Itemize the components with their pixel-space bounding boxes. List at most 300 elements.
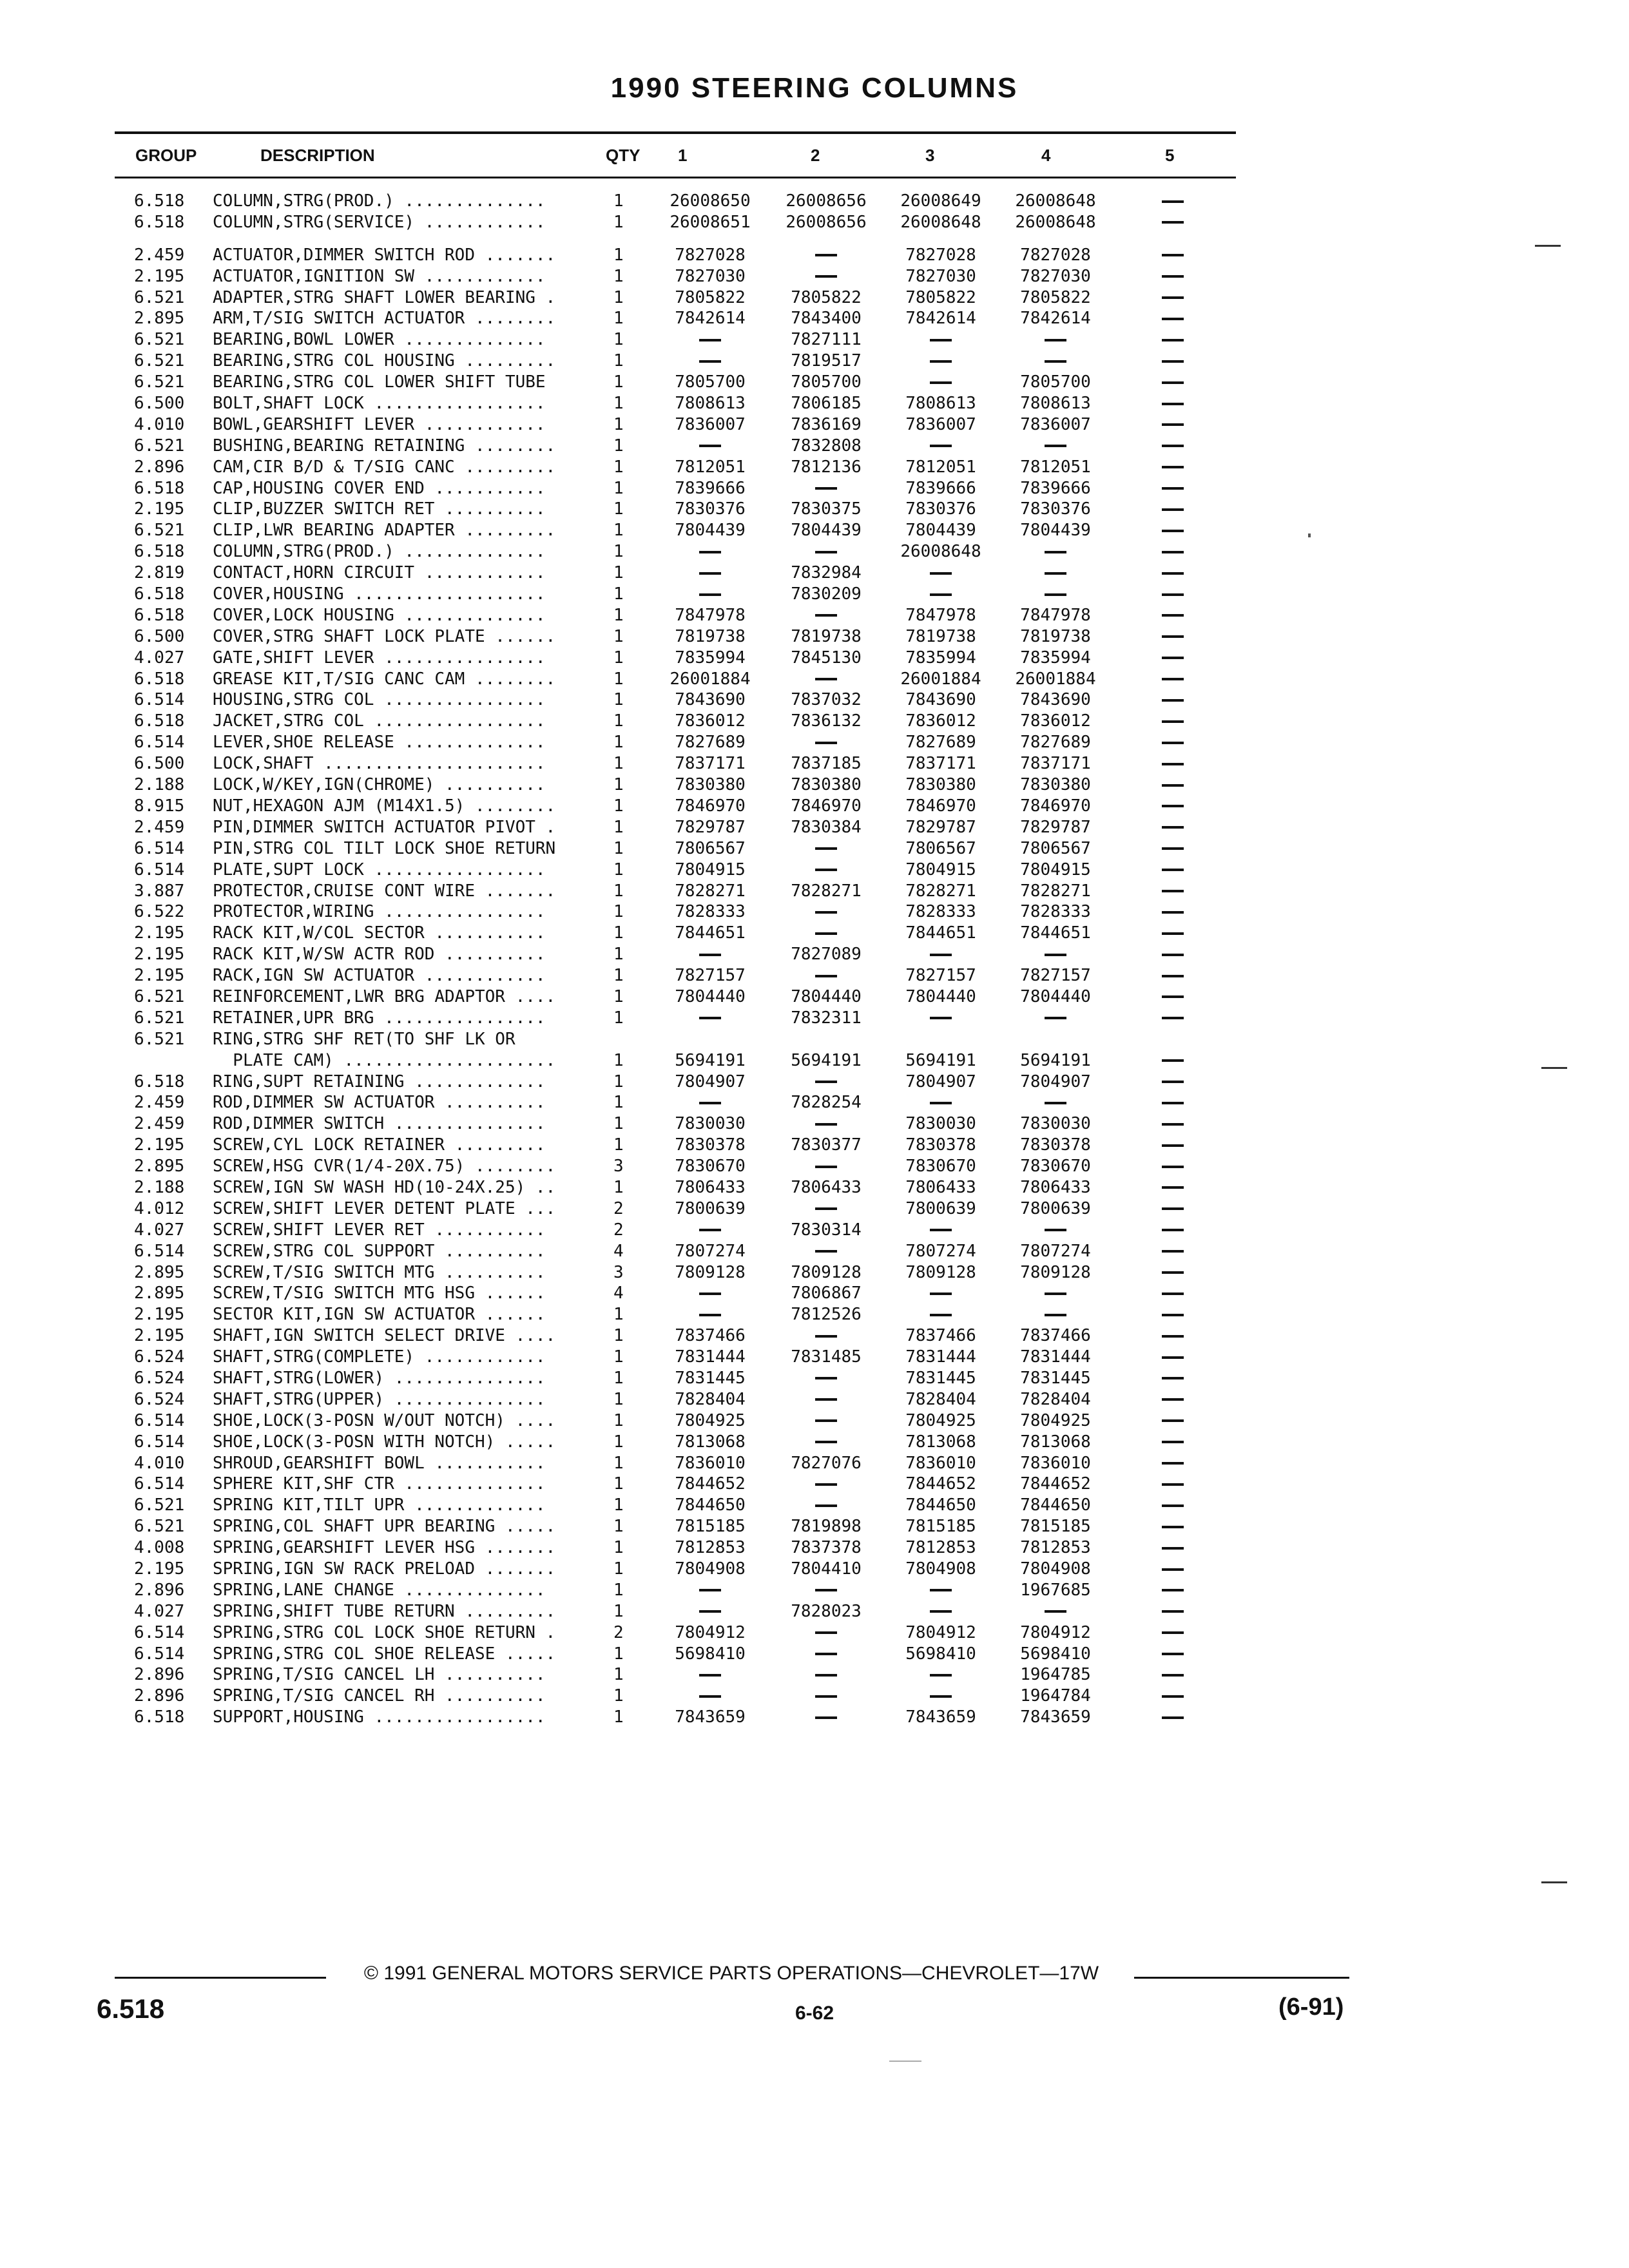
dash-mark bbox=[930, 1017, 952, 1019]
row-col-2-dash bbox=[768, 669, 884, 690]
row-group: 8.915 bbox=[134, 796, 185, 816]
row-col-5-dash bbox=[1115, 393, 1231, 414]
row-description: PROTECTOR,WIRING ................ bbox=[213, 902, 546, 922]
row-col-3: 7844650 bbox=[905, 1495, 976, 1515]
row-col-4: 7828271 bbox=[1020, 881, 1091, 901]
row-col-2: 7832984 bbox=[791, 563, 862, 583]
dash-mark bbox=[1045, 1610, 1066, 1613]
row-description: CLIP,LWR BEARING ADAPTER ......... bbox=[213, 521, 556, 541]
row-col-5-dash bbox=[1115, 1389, 1231, 1410]
row-col-4: 7844652 bbox=[1020, 1474, 1091, 1494]
row-col-3-dash bbox=[883, 1304, 999, 1325]
table-row bbox=[0, 689, 1629, 711]
dash-mark bbox=[815, 1398, 837, 1401]
row-col-4: 7843690 bbox=[1020, 690, 1091, 710]
row-col-3: 7844652 bbox=[905, 1474, 976, 1494]
row-col-4: 7804908 bbox=[1020, 1559, 1091, 1579]
row-description: BEARING,STRG COL HOUSING ......... bbox=[213, 351, 556, 371]
dash-mark bbox=[815, 869, 837, 871]
table-row bbox=[0, 457, 1629, 478]
row-col-3: 7807274 bbox=[905, 1241, 976, 1261]
table-row bbox=[0, 1008, 1629, 1029]
row-col-5-dash bbox=[1115, 1177, 1231, 1198]
dash-mark bbox=[1162, 530, 1184, 532]
row-col-3-dash bbox=[883, 1664, 999, 1686]
dash-mark bbox=[1162, 593, 1184, 596]
row-col-1-dash bbox=[652, 562, 768, 584]
row-description: SPRING,IGN SW RACK PRELOAD ....... bbox=[213, 1559, 556, 1579]
row-col-2: 5694191 bbox=[791, 1050, 862, 1070]
table-row bbox=[0, 753, 1629, 774]
row-col-4: 7830030 bbox=[1020, 1114, 1091, 1134]
dash-mark bbox=[699, 1293, 721, 1295]
dash-mark bbox=[1162, 1335, 1184, 1338]
col-header-3: 3 bbox=[925, 146, 935, 165]
row-description: SPRING,T/SIG CANCEL LH .......... bbox=[213, 1665, 546, 1685]
table-row bbox=[0, 1410, 1629, 1432]
row-description: ROD,DIMMER SWITCH ............... bbox=[213, 1114, 546, 1134]
table-row bbox=[0, 923, 1629, 944]
row-group: 2.195 bbox=[134, 1305, 185, 1325]
dash-mark bbox=[1162, 508, 1184, 511]
row-qty: 1 bbox=[613, 860, 624, 879]
row-col-2-dash bbox=[768, 541, 884, 562]
row-description: ARM,T/SIG SWITCH ACTUATOR ........ bbox=[213, 309, 556, 329]
row-col-5-dash bbox=[1115, 1283, 1231, 1304]
row-col-5-dash bbox=[1115, 1622, 1231, 1644]
row-col-4: 7827028 bbox=[1020, 245, 1091, 265]
row-col-3: 7843659 bbox=[905, 1707, 976, 1727]
row-col-5-dash bbox=[1115, 1113, 1231, 1135]
row-col-2: 7812526 bbox=[791, 1305, 862, 1325]
row-col-5-dash bbox=[1115, 1368, 1231, 1389]
row-col-4-dash bbox=[998, 562, 1113, 584]
row-col-1-dash bbox=[652, 1664, 768, 1686]
dash-mark bbox=[699, 445, 721, 447]
row-col-5-dash bbox=[1115, 860, 1231, 881]
row-description: SHAFT,STRG(COMPLETE) ............ bbox=[213, 1347, 546, 1367]
row-description: SPRING,COL SHAFT UPR BEARING ..... bbox=[213, 1517, 556, 1537]
dash-mark bbox=[930, 593, 952, 596]
row-col-4: 7812853 bbox=[1020, 1538, 1091, 1558]
row-description: GREASE KIT,T/SIG CANC CAM ........ bbox=[213, 669, 556, 689]
row-qty: 1 bbox=[613, 1665, 624, 1685]
row-col-2: 7806185 bbox=[791, 394, 862, 414]
dash-mark bbox=[815, 1589, 837, 1591]
table-row bbox=[0, 308, 1629, 329]
dash-mark bbox=[1162, 1441, 1184, 1443]
row-col-5-dash bbox=[1115, 308, 1231, 329]
row-group: 6.500 bbox=[134, 754, 185, 774]
row-col-4: 1964784 bbox=[1020, 1686, 1091, 1706]
dash-mark bbox=[699, 1314, 721, 1316]
row-col-2: 7828023 bbox=[791, 1601, 862, 1621]
row-description: SCREW,IGN SW WASH HD(10-24X.25) .. bbox=[213, 1177, 556, 1197]
row-col-3-dash bbox=[883, 944, 999, 965]
row-col-5-dash bbox=[1115, 944, 1231, 965]
row-col-3: 7847978 bbox=[905, 605, 976, 625]
row-group: 6.518 bbox=[134, 212, 185, 232]
row-qty: 1 bbox=[613, 1686, 624, 1706]
dash-mark bbox=[815, 742, 837, 744]
row-col-1-dash bbox=[652, 1283, 768, 1304]
row-col-1: 7837466 bbox=[675, 1326, 746, 1346]
row-col-3-dash bbox=[883, 1601, 999, 1622]
row-col-5-dash bbox=[1115, 923, 1231, 944]
table-row bbox=[0, 520, 1629, 541]
table-row bbox=[0, 986, 1629, 1008]
row-col-5-dash bbox=[1115, 1241, 1231, 1262]
row-col-4-dash bbox=[998, 436, 1113, 457]
row-col-3: 7836007 bbox=[905, 414, 976, 434]
dash-mark bbox=[1162, 381, 1184, 384]
row-col-3: 7827157 bbox=[905, 966, 976, 986]
row-col-4: 7830670 bbox=[1020, 1157, 1091, 1177]
row-qty: 4 bbox=[613, 1241, 624, 1261]
table-row bbox=[0, 1580, 1629, 1601]
dash-mark bbox=[815, 275, 837, 278]
row-col-3-dash bbox=[883, 584, 999, 605]
row-group: 4.012 bbox=[134, 1198, 185, 1218]
row-col-4: 26008648 bbox=[1015, 191, 1096, 211]
row-col-2-dash bbox=[768, 245, 884, 266]
row-col-5-dash bbox=[1115, 1198, 1231, 1220]
header-bottom-rule bbox=[115, 177, 1236, 178]
row-description: BOLT,SHAFT LOCK ................. bbox=[213, 394, 546, 414]
row-col-3: 7830670 bbox=[905, 1157, 976, 1177]
row-col-3: 7808613 bbox=[905, 394, 976, 414]
row-qty: 3 bbox=[613, 1157, 624, 1177]
row-group: 6.514 bbox=[134, 1432, 185, 1452]
table-row bbox=[0, 1241, 1629, 1262]
row-col-4: 5698410 bbox=[1020, 1644, 1091, 1664]
dash-mark bbox=[1045, 954, 1066, 956]
row-qty: 1 bbox=[613, 1601, 624, 1621]
table-row bbox=[0, 1029, 1629, 1050]
row-col-1: 7844651 bbox=[675, 923, 746, 943]
row-col-4: 7837171 bbox=[1020, 754, 1091, 774]
row-col-5-dash bbox=[1115, 1686, 1231, 1707]
row-col-5-dash bbox=[1115, 1432, 1231, 1453]
row-col-5-dash bbox=[1115, 774, 1231, 796]
row-col-4: 7844650 bbox=[1020, 1495, 1091, 1515]
row-qty: 1 bbox=[613, 287, 624, 307]
table-row bbox=[0, 901, 1629, 923]
row-col-3: 7828333 bbox=[905, 902, 976, 922]
row-group: 2.188 bbox=[134, 1177, 185, 1197]
row-col-2-dash bbox=[768, 1368, 884, 1389]
row-group: 6.518 bbox=[134, 1072, 185, 1091]
table-row bbox=[0, 414, 1629, 436]
row-col-3-dash bbox=[883, 436, 999, 457]
row-col-3: 7804439 bbox=[905, 521, 976, 541]
row-col-4: 7828404 bbox=[1020, 1389, 1091, 1409]
page-title: 1990 STEERING COLUMNS bbox=[610, 72, 1019, 104]
table-row bbox=[0, 541, 1629, 562]
row-col-3: 7839666 bbox=[905, 478, 976, 498]
dash-mark bbox=[1162, 572, 1184, 575]
row-col-2-dash bbox=[768, 965, 884, 986]
row-qty: 1 bbox=[613, 1093, 624, 1113]
row-description: HOUSING,STRG COL ................ bbox=[213, 690, 546, 710]
row-col-3: 7835994 bbox=[905, 648, 976, 668]
row-description: SHAFT,STRG(LOWER) ............... bbox=[213, 1368, 546, 1388]
row-col-5-dash bbox=[1115, 1580, 1231, 1601]
table-row bbox=[0, 1516, 1629, 1537]
table-row bbox=[0, 965, 1629, 986]
table-row bbox=[0, 1177, 1629, 1198]
row-col-1: 7804907 bbox=[675, 1072, 746, 1091]
table-row bbox=[0, 648, 1629, 669]
row-col-3: 7829787 bbox=[905, 817, 976, 837]
row-col-1-dash bbox=[652, 329, 768, 351]
row-col-4: 7827689 bbox=[1020, 733, 1091, 753]
dash-mark bbox=[815, 1483, 837, 1486]
dash-mark bbox=[1162, 254, 1184, 256]
dash-mark bbox=[815, 847, 837, 850]
row-col-4: 7837466 bbox=[1020, 1326, 1091, 1346]
footer-rule-left bbox=[115, 1977, 326, 1979]
row-description: PIN,STRG COL TILT LOCK SHOE RETURN bbox=[213, 838, 556, 858]
row-qty: 1 bbox=[613, 414, 624, 434]
table-row bbox=[0, 287, 1629, 309]
row-col-2: 7806433 bbox=[791, 1177, 862, 1197]
row-description: SPRING,T/SIG CANCEL RH .......... bbox=[213, 1686, 546, 1706]
row-col-4: 7806567 bbox=[1020, 838, 1091, 858]
row-group: 2.896 bbox=[134, 1686, 185, 1706]
dash-mark bbox=[1162, 1229, 1184, 1231]
row-description: COLUMN,STRG(PROD.) .............. bbox=[213, 191, 546, 211]
table-row bbox=[0, 266, 1629, 287]
row-qty: 1 bbox=[613, 351, 624, 371]
row-col-5-dash bbox=[1115, 648, 1231, 669]
row-description: RING,SUPT RETAINING ............. bbox=[213, 1072, 546, 1091]
row-col-4-dash bbox=[998, 1304, 1113, 1325]
row-qty: 1 bbox=[613, 1050, 624, 1070]
row-qty: 1 bbox=[613, 1707, 624, 1727]
dash-mark bbox=[699, 1695, 721, 1698]
table-row bbox=[0, 499, 1629, 520]
row-col-4: 7830380 bbox=[1020, 775, 1091, 795]
row-col-2-dash bbox=[768, 605, 884, 626]
dash-mark bbox=[1162, 296, 1184, 299]
row-col-5-dash bbox=[1115, 986, 1231, 1008]
row-qty: 1 bbox=[613, 838, 624, 858]
dash-mark bbox=[1162, 1568, 1184, 1571]
dash-mark bbox=[930, 1229, 952, 1231]
row-group: 6.518 bbox=[134, 542, 185, 562]
table-row bbox=[0, 1559, 1629, 1580]
row-qty: 1 bbox=[613, 1432, 624, 1452]
table-row bbox=[0, 1072, 1629, 1093]
row-group: 6.518 bbox=[134, 1707, 185, 1727]
row-col-1: 7844652 bbox=[675, 1474, 746, 1494]
row-col-1-dash bbox=[652, 584, 768, 605]
row-qty: 1 bbox=[613, 733, 624, 753]
row-col-4-dash bbox=[998, 329, 1113, 351]
row-description: SHOE,LOCK(3-POSN W/OUT NOTCH) .... bbox=[213, 1410, 556, 1430]
row-col-4: 7842614 bbox=[1020, 309, 1091, 329]
dash-mark bbox=[1162, 487, 1184, 490]
dash-mark bbox=[930, 1674, 952, 1677]
row-col-5-dash bbox=[1115, 1156, 1231, 1177]
row-col-1: 7815185 bbox=[675, 1517, 746, 1537]
row-col-4: 7819738 bbox=[1020, 626, 1091, 646]
col-header-group: GROUP bbox=[135, 146, 197, 165]
row-qty: 1 bbox=[613, 711, 624, 731]
row-group: 6.518 bbox=[134, 711, 185, 731]
row-description: GATE,SHIFT LEVER ................ bbox=[213, 648, 546, 668]
row-col-4: 7804915 bbox=[1020, 860, 1091, 879]
row-group: 6.521 bbox=[134, 287, 185, 307]
row-qty: 1 bbox=[613, 521, 624, 541]
row-col-5-dash bbox=[1115, 1664, 1231, 1686]
row-col-2: 7832311 bbox=[791, 1008, 862, 1028]
dash-mark bbox=[1162, 1314, 1184, 1316]
row-col-4: 7804440 bbox=[1020, 986, 1091, 1006]
dash-mark bbox=[1045, 339, 1066, 341]
row-qty: 1 bbox=[613, 1410, 624, 1430]
row-qty: 1 bbox=[613, 584, 624, 604]
row-col-4: 7835994 bbox=[1020, 648, 1091, 668]
row-qty: 1 bbox=[613, 245, 624, 265]
row-col-5-dash bbox=[1115, 478, 1231, 499]
row-description: SCREW,SHIFT LEVER DETENT PLATE ... bbox=[213, 1198, 556, 1218]
row-col-3: 7827030 bbox=[905, 266, 976, 286]
row-col-1: 7827028 bbox=[675, 245, 746, 265]
row-group: 2.459 bbox=[134, 245, 185, 265]
row-col-2-dash bbox=[768, 860, 884, 881]
row-group: 2.195 bbox=[134, 1559, 185, 1579]
row-col-1: 7813068 bbox=[675, 1432, 746, 1452]
row-col-5-dash bbox=[1115, 796, 1231, 817]
row-col-2: 7805700 bbox=[791, 372, 862, 392]
dash-mark bbox=[1162, 1653, 1184, 1655]
row-col-1: 7812051 bbox=[675, 457, 746, 477]
dash-mark bbox=[1162, 360, 1184, 363]
row-group: 3.887 bbox=[134, 881, 185, 901]
row-col-2: 7828254 bbox=[791, 1093, 862, 1113]
row-group: 2.195 bbox=[134, 266, 185, 286]
row-qty: 1 bbox=[613, 1495, 624, 1515]
row-description: JACKET,STRG COL ................. bbox=[213, 711, 546, 731]
row-col-2: 7830377 bbox=[791, 1135, 862, 1155]
row-description: PLATE,SUPT LOCK ................. bbox=[213, 860, 546, 879]
row-col-1: 7846970 bbox=[675, 796, 746, 816]
dash-mark bbox=[1162, 423, 1184, 426]
table-row bbox=[0, 838, 1629, 860]
row-qty: 1 bbox=[613, 309, 624, 329]
table-row bbox=[0, 1686, 1629, 1707]
header-top-rule bbox=[115, 131, 1236, 134]
row-group: 6.518 bbox=[134, 605, 185, 625]
row-col-5-dash bbox=[1115, 1092, 1231, 1113]
row-description: ROD,DIMMER SW ACTUATOR .......... bbox=[213, 1093, 546, 1113]
row-col-5-dash bbox=[1115, 520, 1231, 541]
dash-mark bbox=[815, 1441, 837, 1443]
row-description: LOCK,SHAFT ...................... bbox=[213, 754, 546, 774]
row-col-3: 7830376 bbox=[905, 499, 976, 519]
row-qty: 1 bbox=[613, 330, 624, 350]
row-description: CAP,HOUSING COVER END ........... bbox=[213, 478, 546, 498]
row-group: 6.514 bbox=[134, 1644, 185, 1664]
dash-mark bbox=[930, 1589, 952, 1591]
dash-mark bbox=[815, 1631, 837, 1634]
revision-date: (6-91) bbox=[1278, 1994, 1344, 2021]
dash-mark bbox=[1162, 1610, 1184, 1613]
row-description: PIN,DIMMER SWITCH ACTUATOR PIVOT . bbox=[213, 817, 556, 837]
row-col-2: 7843400 bbox=[791, 309, 862, 329]
dash-mark bbox=[699, 1017, 721, 1019]
dash-mark bbox=[930, 445, 952, 447]
row-col-3: 26008649 bbox=[900, 191, 981, 211]
row-col-2: 7804410 bbox=[791, 1559, 862, 1579]
row-col-5-dash bbox=[1115, 499, 1231, 520]
row-col-5-dash bbox=[1115, 1220, 1231, 1241]
row-col-3: 7831444 bbox=[905, 1347, 976, 1367]
row-description: CLIP,BUZZER SWITCH RET .......... bbox=[213, 499, 546, 519]
table-row bbox=[0, 1262, 1629, 1283]
scan-speck bbox=[889, 2061, 921, 2062]
row-col-5-dash bbox=[1115, 414, 1231, 436]
row-col-4: 7813068 bbox=[1020, 1432, 1091, 1452]
row-col-2: 7836169 bbox=[791, 414, 862, 434]
row-group: 6.514 bbox=[134, 1410, 185, 1430]
row-group: 6.500 bbox=[134, 626, 185, 646]
table-row bbox=[0, 1453, 1629, 1474]
col-header-qty: QTY bbox=[606, 146, 641, 165]
row-description: SPRING,LANE CHANGE .............. bbox=[213, 1580, 546, 1600]
row-qty: 1 bbox=[613, 1114, 624, 1134]
dash-mark bbox=[1045, 551, 1066, 553]
dash-mark bbox=[1162, 551, 1184, 553]
row-col-1: 7808613 bbox=[675, 394, 746, 414]
row-description: RING,STRG SHF RET(TO SHF LK OR bbox=[213, 1029, 516, 1049]
row-col-4: 7831444 bbox=[1020, 1347, 1091, 1367]
row-col-1: 7830380 bbox=[675, 775, 746, 795]
row-group: 6.514 bbox=[134, 1622, 185, 1642]
row-description: LOCK,W/KEY,IGN(CHROME) .......... bbox=[213, 775, 546, 795]
row-col-4: 5694191 bbox=[1020, 1050, 1091, 1070]
row-group: 6.514 bbox=[134, 1474, 185, 1494]
table-row bbox=[0, 1135, 1629, 1156]
row-col-3-dash bbox=[883, 562, 999, 584]
row-col-1: 26008651 bbox=[670, 212, 751, 232]
row-col-1: 7842614 bbox=[675, 309, 746, 329]
row-group: 2.195 bbox=[134, 1135, 185, 1155]
dash-mark bbox=[1162, 1631, 1184, 1634]
row-description: SPRING,STRG COL SHOE RELEASE ..... bbox=[213, 1644, 556, 1664]
row-col-4: 7829787 bbox=[1020, 817, 1091, 837]
row-col-5-dash bbox=[1115, 562, 1231, 584]
row-description: RETAINER,UPR BRG ................ bbox=[213, 1008, 546, 1028]
row-col-3: 7830378 bbox=[905, 1135, 976, 1155]
table-row bbox=[0, 944, 1629, 965]
table-row bbox=[0, 478, 1629, 499]
row-description: SCREW,CYL LOCK RETAINER ......... bbox=[213, 1135, 546, 1155]
row-col-2-dash bbox=[768, 1389, 884, 1410]
row-col-3: 7837466 bbox=[905, 1326, 976, 1346]
row-col-3: 7844651 bbox=[905, 923, 976, 943]
table-row bbox=[0, 1113, 1629, 1135]
row-col-5-dash bbox=[1115, 1008, 1231, 1029]
row-col-1-dash bbox=[652, 1008, 768, 1029]
row-description: RACK,IGN SW ACTUATOR ............ bbox=[213, 966, 546, 986]
row-col-3-dash bbox=[883, 329, 999, 351]
table-row bbox=[0, 1432, 1629, 1453]
row-col-3: 7804915 bbox=[905, 860, 976, 879]
row-col-2: 7837378 bbox=[791, 1538, 862, 1558]
